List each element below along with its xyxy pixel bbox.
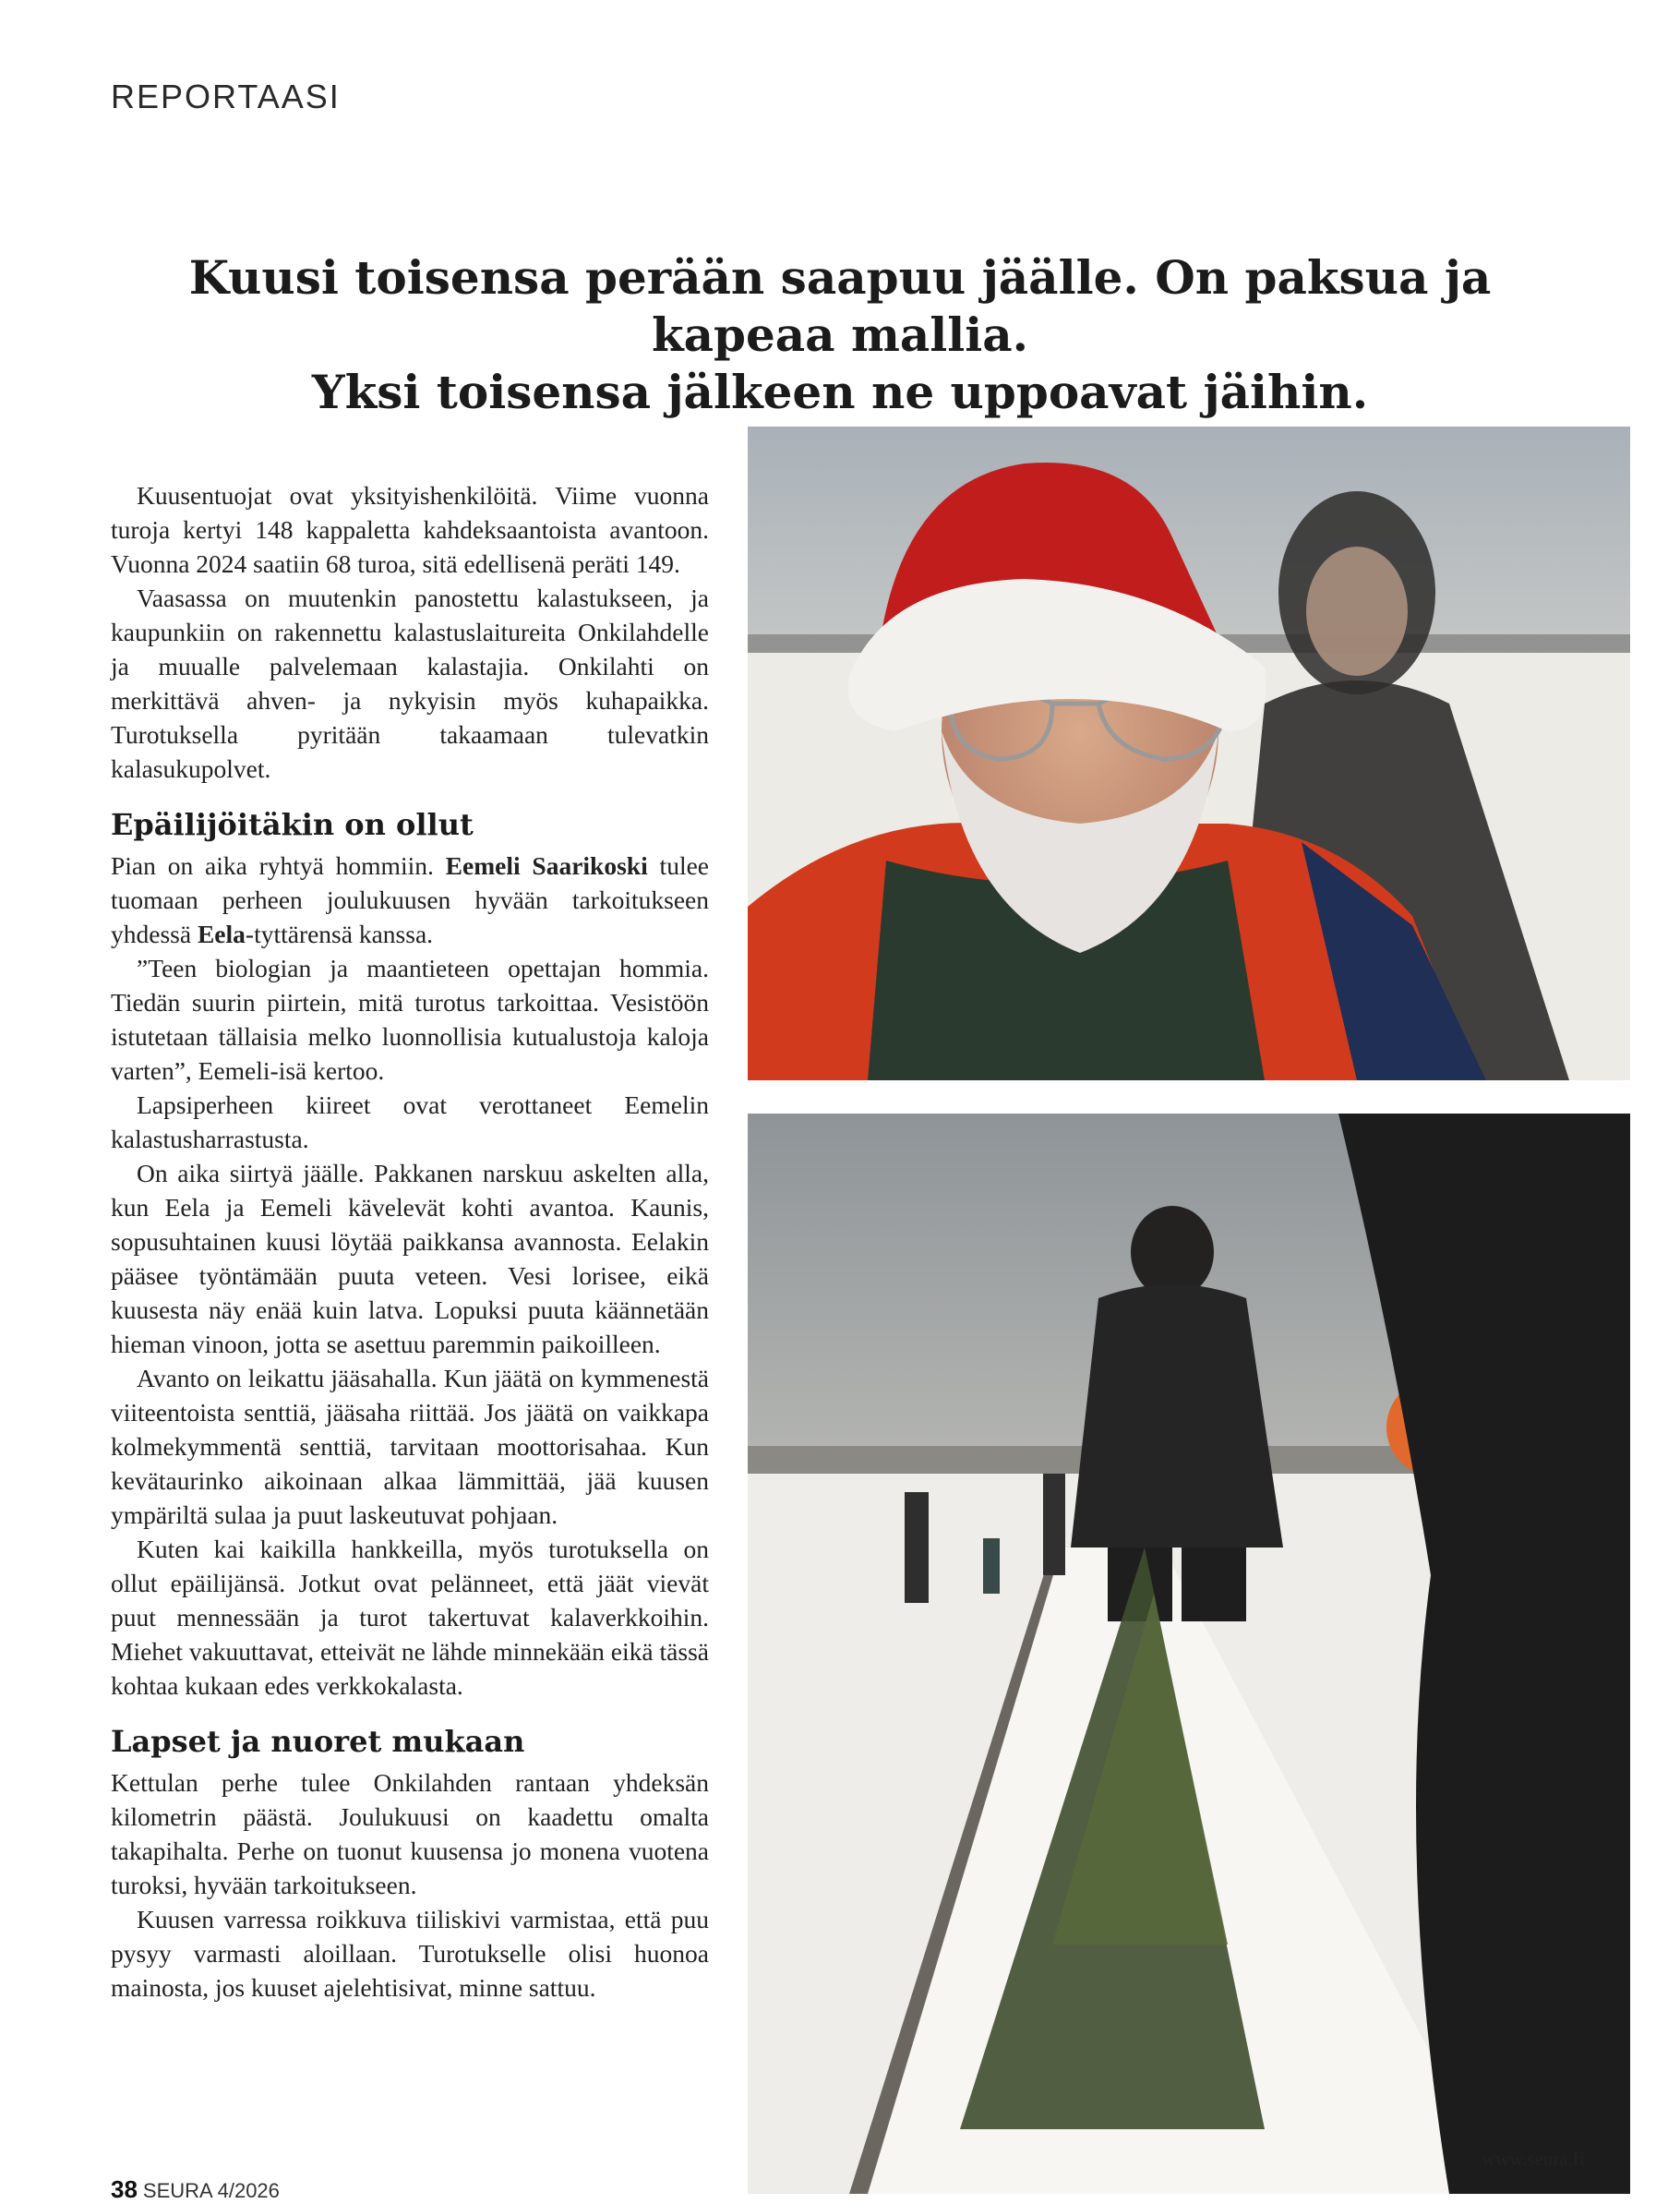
pull-quote-line-2: Yksi toisensa jälkeen ne uppoavat jäihin. [311,365,1369,419]
person-name: Eemeli Saarikoski [445,851,648,880]
paragraph: ”Teen biologian ja maantieteen opettajan hommia. Tiedän suurin piirtein, mitä turotus tarkoittaa. Vesistöön istutetaan tällaisia melko luonnollisia kutualustoja kaloja varten”, Eemeli-isä kertoo. [111,954,709,1085]
magazine-issue: SEURA 4/2026 [142,2179,280,2202]
paragraph: Kuten kai kaikilla hankkeilla, myös turotuksella on ollut epäilijänsä. Jotkut ovat pelänneet, että jäät vievät puut mennessään ja turot takertuvat kalaverkkoihin. Miehet vakuuttavat, etteivät ne lähde minnekään eikä tässä kohtaa kukaan edes verkkokalasta. [111,1535,709,1700]
paragraph: Kettulan perhe tulee Onkilahden rantaan yhdeksän kilometrin päästä. Joulukuusi on kaadettu omalta takapihalta. Perhe on tuonut kuusensa jo monena vuotena turoksi, hyvään tarkoitukseen. [111,1768,709,1899]
paragraph: Lapsiperheen kiireet ovat verottaneet Eemelin kalastusharrastusta. [111,1090,709,1153]
page-number: 38 [111,2175,138,2203]
section-label: REPORTAASI [111,78,341,115]
subheading-lapset: Lapset ja nuoret mukaan [111,1724,525,1759]
page-footer [111,2175,280,2204]
photo-spruce-on-pier [748,1114,1630,2194]
subheading-epailijoita: Epäilijöitäkin on ollut [111,807,474,842]
person-name: Eela [197,920,246,948]
paragraph: Kuusen varressa roikkuva tiiliskivi varmistaa, että puu pysyy varmasti aloillaan. Turotukselle olisi huonoa mainosta, jos kuuset ajelehtisivat, minne sattuu. [111,1905,709,2002]
paragraph: Kuusentuojat ovat yksityishenkilöitä. Viime vuonna turoja kertyi 148 kappaletta kahdeksaantoista avantoon. Vuonna 2024 saatiin 68 turoa, sitä edellisenä peräti 149. [111,481,709,578]
website-url: www.seura.fi [1482,2148,1585,2170]
paragraph: Pian on aika ryhtyä hommiin. Eemeli Saarikoski tulee tuomaan perheen joulukuusen hyvään tarkoitukseen yhdessä Eela-tyttärensä kanssa. [111,851,709,948]
photo-santa-hat-man [748,427,1630,1080]
article-body [111,478,709,2005]
paragraph: Vaasassa on muutenkin panostettu kalastukseen, ja kaupunkiin on rakennettu kalastuslaitureita Onkilahdelle ja muualle palvelemaan kalastajia. Onkilahti on merkittävä ahven- ja nykyisin myös kuhapaikka. Turotuksella pyritään takaamaan tulevatkin kalasukupolvet. [111,584,709,783]
paragraph: On aika siirtyä jäälle. Pakkanen narskuu askelten alla, kun Eela ja Eemeli kävelevät kohti avantoa. Kaunis, sopusuhtainen kuusi löytää paikkansa avannosta. Eelakin pääsee työntämään puuta veteen. Vesi lorisee, eikä kuusesta näy enää kuin latva. Lopuksi puuta käännetään hieman vinoon, jotta se asettuu paremmin paikoilleen. [111,1159,709,1358]
pull-quote-line-1: Kuusi toisensa perään saapuu jäälle. On paksua ja kapeaa mallia. [188,250,1492,362]
paragraph: Avanto on leikattu jääsahalla. Kun jäätä on kymmenestä viiteentoista senttiä, jääsaha riittää. Jos jäätä on vaikkapa kolmekymmentä senttiä, tarvitaan moottorisahaa. Kun kevätaurinko aikoinaan alkaa lämmittää, jää kuusen ympäriltä sulaa ja puut laskeutuvat pohjaan. [111,1364,709,1529]
pull-quote [92,249,1588,421]
